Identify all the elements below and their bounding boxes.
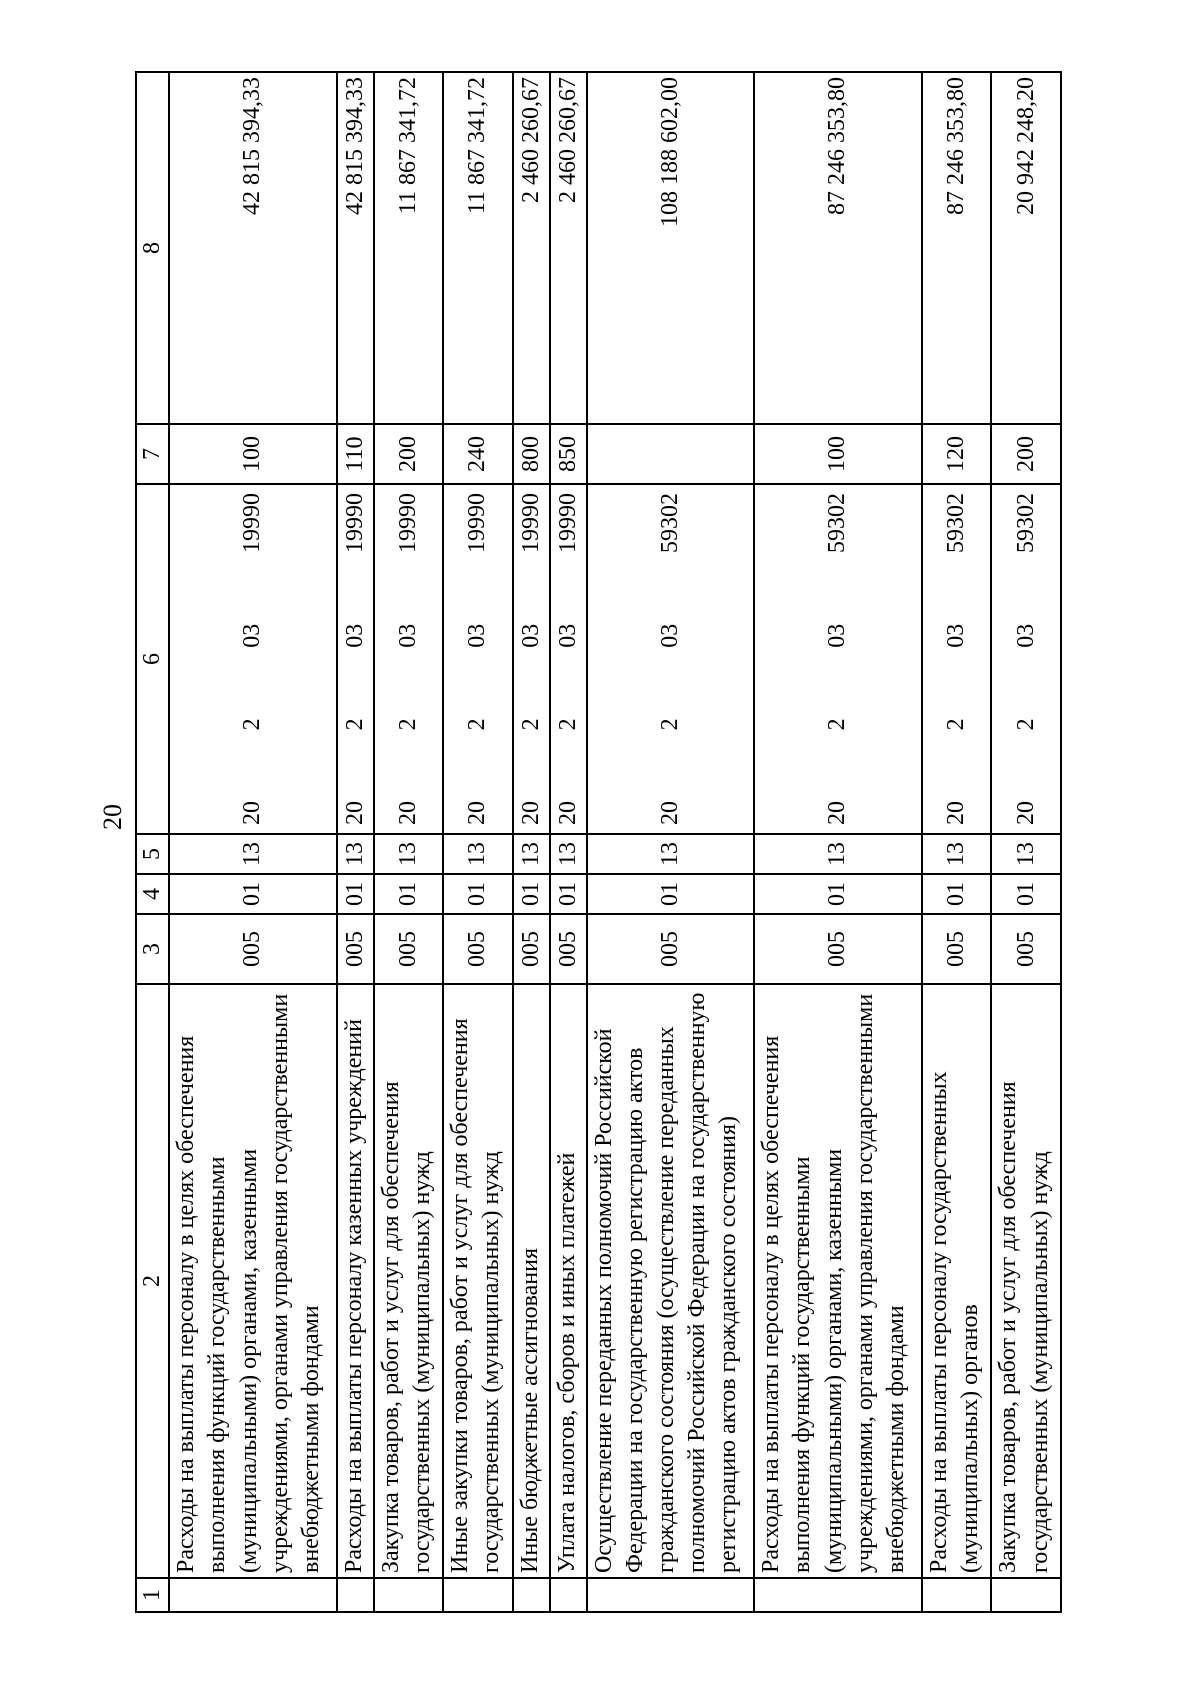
target-article-code [550, 484, 587, 834]
target-direction: 19990 [341, 493, 368, 554]
table-row [337, 72, 374, 1612]
target-event: 03 [824, 623, 851, 648]
subsection-code: 13 [922, 834, 992, 874]
row-index [922, 1578, 992, 1612]
row-name: Расходы на выплаты персоналу казенных учреждений [337, 984, 374, 1578]
expense-type-code: 100 [169, 424, 337, 484]
subsection-code: 13 [754, 834, 922, 874]
subsection-code: 13 [374, 834, 444, 874]
target-subprogram: 2 [464, 718, 491, 731]
row-index [991, 1578, 1061, 1612]
target-article-code [754, 484, 922, 834]
target-program: 20 [656, 801, 683, 825]
target-article-code [513, 484, 550, 834]
subsection-code: 13 [991, 834, 1061, 874]
target-program: 20 [341, 801, 368, 825]
target-event: 03 [394, 623, 421, 648]
amount: 2 460 260,67 [550, 72, 587, 424]
target-program: 20 [517, 801, 544, 825]
row-name: Иные закупки товаров, работ и услуг для обеспечения государственных (муниципальных) нужд [443, 984, 513, 1578]
expense-type-code: 100 [754, 424, 922, 484]
target-article-code [374, 484, 444, 834]
target-program: 20 [554, 801, 581, 825]
table-row [443, 72, 513, 1612]
target-program: 20 [943, 801, 969, 825]
target-event: 03 [656, 623, 683, 648]
row-name: Расходы на выплаты персоналу государственных (муниципальных) органов [922, 984, 992, 1578]
grbs-code: 005 [443, 914, 513, 984]
amount: 20 942 248,20 [991, 72, 1061, 424]
row-name: Осуществление переданных полномочий Российской Федерации на государственную регистрацию актов гражданского состояния (осуществление переданных полномочий Российской Федерации на государственную регистрацию актов гражданского состояния) [587, 984, 755, 1578]
section-code: 01 [587, 874, 755, 914]
section-code: 01 [443, 874, 513, 914]
row-index [754, 1578, 922, 1612]
target-direction: 59302 [656, 493, 683, 554]
amount: 11 867 341,72 [374, 72, 444, 424]
section-code: 01 [513, 874, 550, 914]
page-number: 20 [98, 804, 127, 830]
row-index [587, 1578, 755, 1612]
row-index [337, 1578, 374, 1612]
table-row [550, 72, 587, 1612]
subsection-code: 13 [587, 834, 755, 874]
subsection-code: 13 [169, 834, 337, 874]
target-event: 03 [239, 623, 266, 648]
section-code: 01 [922, 874, 992, 914]
header-col-3: 3 [136, 914, 169, 984]
target-program: 20 [239, 801, 266, 825]
expense-type-code: 850 [550, 424, 587, 484]
row-name: Расходы на выплаты персоналу в целях обеспечения выполнения функций государственными (муниципальными) органами, казенными учреждениями, органами управления государственными внебюджетными фондами [754, 984, 922, 1578]
section-code: 01 [169, 874, 337, 914]
header-col-6: 6 [136, 484, 169, 834]
table-row [991, 72, 1061, 1612]
target-subprogram: 2 [943, 718, 969, 731]
target-event: 03 [1012, 623, 1039, 648]
table-row [587, 72, 755, 1612]
target-subprogram: 2 [554, 718, 581, 731]
table-row [374, 72, 444, 1612]
row-name: Уплата налогов, сборов и иных платежей [550, 984, 587, 1578]
amount: 11 867 341,72 [443, 72, 513, 424]
row-name: Расходы на выплаты персоналу в целях обеспечения выполнения функций государственными (муниципальными) органами, казенными учреждениями, органами управления государственными внебюджетными фондами [169, 984, 337, 1578]
subsection-code: 13 [443, 834, 513, 874]
target-article-code [991, 484, 1061, 834]
table-row [922, 72, 992, 1612]
target-direction: 19990 [517, 493, 544, 554]
target-program: 20 [824, 801, 851, 825]
header-col-7: 7 [136, 424, 169, 484]
row-name: Иные бюджетные ассигнования [513, 984, 550, 1578]
section-code: 01 [374, 874, 444, 914]
expense-type-code: 200 [374, 424, 444, 484]
budget-table-rotated [135, 73, 1062, 1613]
target-direction: 19990 [394, 493, 421, 554]
target-subprogram: 2 [824, 718, 851, 731]
grbs-code: 005 [374, 914, 444, 984]
table-row [513, 72, 550, 1612]
expense-type-code: 800 [513, 424, 550, 484]
row-index [169, 1578, 337, 1612]
amount: 42 815 394,33 [169, 72, 337, 424]
row-name: Закупка товаров, работ и услуг для обеспечения государственных (муниципальных) нужд [374, 984, 444, 1578]
target-program: 20 [394, 801, 421, 825]
grbs-code: 005 [991, 914, 1061, 984]
grbs-code: 005 [169, 914, 337, 984]
row-index [550, 1578, 587, 1612]
target-event: 03 [517, 623, 544, 648]
grbs-code: 005 [587, 914, 755, 984]
expense-type-code: 120 [922, 424, 992, 484]
budget-table [135, 71, 1062, 1613]
row-index [443, 1578, 513, 1612]
expense-type-code: 110 [337, 424, 374, 484]
header-col-5: 5 [136, 834, 169, 874]
header-col-2: 2 [136, 984, 169, 1578]
row-name: Закупка товаров, работ и услуг для обеспечения государственных (муниципальных) нужд [991, 984, 1061, 1578]
amount: 108 188 602,00 [587, 72, 755, 424]
target-direction: 59302 [943, 493, 969, 554]
header-col-8: 8 [136, 72, 169, 424]
grbs-code: 005 [513, 914, 550, 984]
expense-type-code: 240 [443, 424, 513, 484]
target-subprogram: 2 [1012, 718, 1039, 731]
target-direction: 19990 [239, 493, 266, 554]
subsection-code: 13 [513, 834, 550, 874]
table-row [169, 72, 337, 1612]
header-col-1: 1 [136, 1578, 169, 1612]
target-subprogram: 2 [517, 718, 544, 731]
target-subprogram: 2 [656, 718, 683, 731]
expense-type-code [587, 424, 755, 484]
target-program: 20 [1012, 801, 1039, 825]
expense-type-code: 200 [991, 424, 1061, 484]
section-code: 01 [754, 874, 922, 914]
grbs-code: 005 [922, 914, 992, 984]
table-row [754, 72, 922, 1612]
target-direction: 59302 [824, 493, 851, 554]
grbs-code: 005 [550, 914, 587, 984]
target-event: 03 [341, 623, 368, 648]
target-subprogram: 2 [341, 718, 368, 731]
section-code: 01 [550, 874, 587, 914]
target-article-code [587, 484, 755, 834]
amount: 87 246 353,80 [922, 72, 992, 424]
section-code: 01 [991, 874, 1061, 914]
header-row [136, 72, 169, 1612]
row-index [374, 1578, 444, 1612]
target-event: 03 [464, 623, 491, 648]
row-index [513, 1578, 550, 1612]
grbs-code: 005 [337, 914, 374, 984]
target-article-code [443, 484, 513, 834]
target-direction: 19990 [554, 493, 581, 554]
target-program: 20 [464, 801, 491, 825]
target-direction: 59302 [1012, 493, 1039, 554]
target-article-code [337, 484, 374, 834]
amount: 42 815 394,33 [337, 72, 374, 424]
amount: 2 460 260,67 [513, 72, 550, 424]
target-event: 03 [554, 623, 581, 648]
subsection-code: 13 [550, 834, 587, 874]
target-article-code [922, 484, 992, 834]
amount: 87 246 353,80 [754, 72, 922, 424]
section-code: 01 [337, 874, 374, 914]
target-direction: 19990 [464, 493, 491, 554]
grbs-code: 005 [754, 914, 922, 984]
target-article-code [169, 484, 337, 834]
subsection-code: 13 [337, 834, 374, 874]
target-subprogram: 2 [394, 718, 421, 731]
header-col-4: 4 [136, 874, 169, 914]
target-event: 03 [943, 623, 969, 648]
target-subprogram: 2 [239, 718, 266, 731]
